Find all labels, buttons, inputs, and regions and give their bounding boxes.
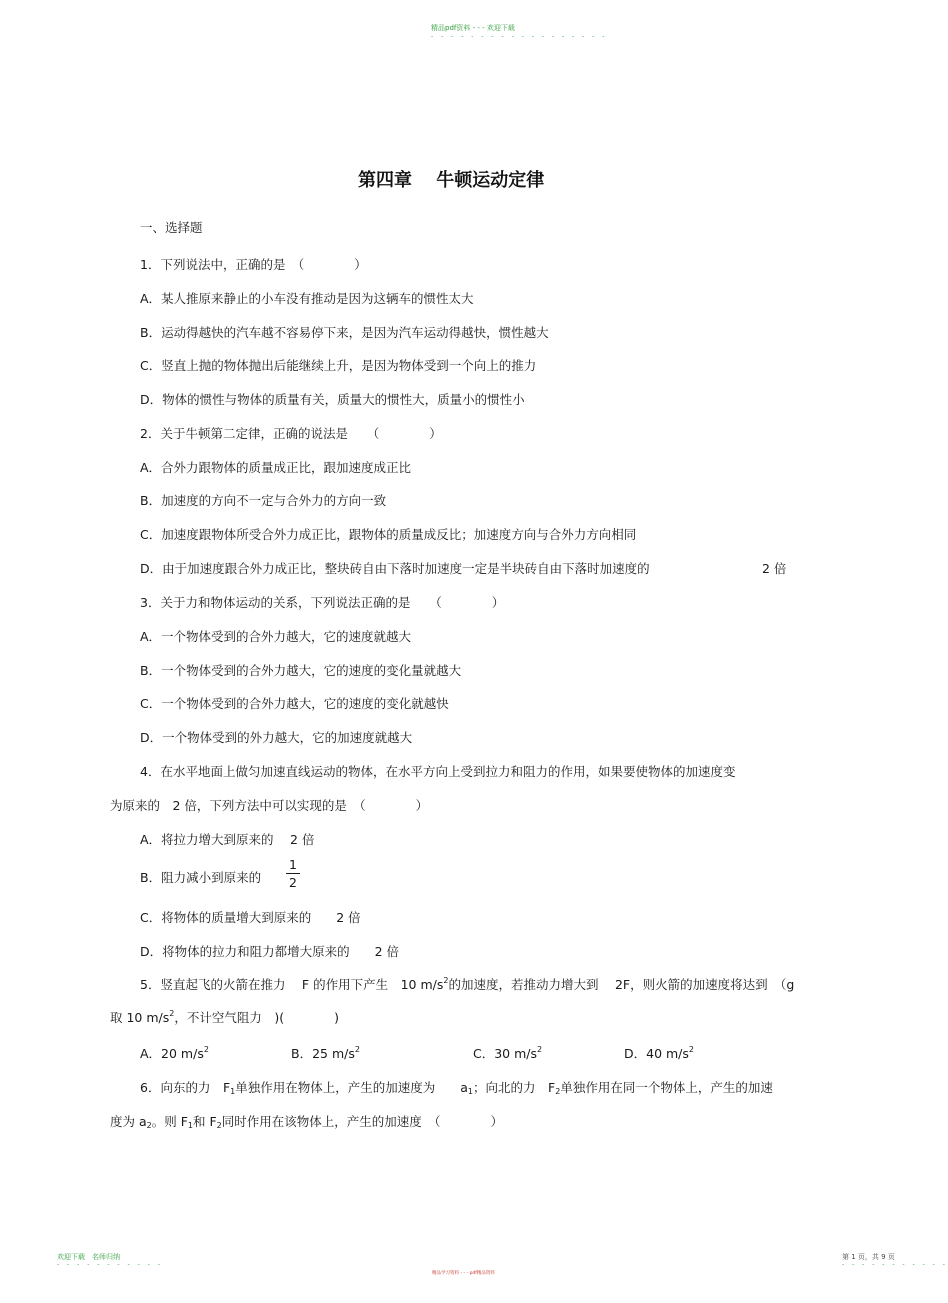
- superscript-2: 2: [354, 1045, 360, 1054]
- q5-option-d: [624, 1044, 694, 1062]
- q3-option-b: B．一个物体受到的合外力越大，它的速度的变化量就越大: [140, 663, 462, 678]
- q5-stem1-part-b: 的加速度，若推动力增大到 2F，则火箭的加速度将达到 （g: [448, 977, 795, 992]
- superscript-2: 2: [688, 1045, 694, 1054]
- q3-option-a: A．一个物体受到的合外力越大，它的速度就越大: [140, 629, 412, 644]
- q6-s2: 单独作用在物体上，产生的加速度为 a: [235, 1080, 468, 1095]
- footer-right-dots: - - - - - - - - - - -: [842, 1261, 948, 1268]
- subscript-2: 2: [216, 1121, 222, 1130]
- section-heading: 一、选择题: [140, 220, 203, 235]
- q5-option-b: [291, 1044, 360, 1062]
- q4-option-b: B．阻力减小到原来的: [140, 870, 262, 885]
- q2-option-d: D．由于加速度跟合外力成正比，整块砖自由下落时加速度一定是半块砖自由下落时加速度的: [140, 561, 650, 576]
- header-dots: - - - - - - - - - - - - - - - - - -: [431, 33, 608, 40]
- q5-option-b-text: B．25 m/s: [291, 1046, 355, 1061]
- subscript-1: 1: [467, 1087, 474, 1096]
- subscript-1: 1: [187, 1121, 193, 1130]
- q4-stem-line1: 4．在水平地面上做匀加速直线运动的物体，在水平方向上受到拉力和阻力的作用，如果要使物体的加速度变: [140, 764, 736, 779]
- footer-left-label: 欢迎下载 名师归纳: [57, 1253, 120, 1261]
- q5-stem1-part-a: 5．竖直起飞的火箭在推力 F 的作用下产生 10 m/s: [140, 977, 444, 992]
- q5-option-a: [140, 1044, 209, 1062]
- subscript-2: 2: [146, 1121, 152, 1130]
- footer-left-dots: - - - - - - - - - - -: [57, 1261, 163, 1268]
- q5-stem-line2: [110, 1008, 339, 1026]
- subscript-2: 2: [555, 1087, 561, 1096]
- q4-option-c: C．将物体的质量增大到原来的 2 倍: [140, 910, 361, 925]
- footer-center-label: 精品学习资料 - - - pdf精品资料: [432, 1271, 495, 1276]
- fraction-denominator: 2: [289, 875, 297, 890]
- q6-s1: 6．向东的力 F: [140, 1080, 231, 1095]
- q6-t2: 。则 F: [151, 1114, 188, 1129]
- q2-option-c: C．加速度跟物体所受合外力成正比，跟物体的质量成反比；加速度方向与合外力方向相同: [140, 527, 637, 542]
- q6-stem-line2: [110, 1112, 503, 1130]
- q1-option-c: C．竖直上抛的物体抛出后能继续上升，是因为物体受到一个向上的推力: [140, 358, 537, 373]
- q3-option-c: C．一个物体受到的合外力越大，它的速度的变化就越快: [140, 696, 449, 711]
- q3-stem: 3．关于力和物体运动的关系，下列说法正确的是 （ ）: [140, 595, 505, 610]
- q2-option-b: B．加速度的方向不一定与合外力的方向一致: [140, 493, 387, 508]
- q4-stem-line2: 为原来的 2 倍，下列方法中可以实现的是 （ ）: [110, 798, 429, 813]
- q6-t1: 度为 a: [110, 1114, 147, 1129]
- q6-s3: ；向北的力 F: [473, 1080, 556, 1095]
- q6-s4: 单独作用在同一个物体上，产生的加速: [560, 1080, 773, 1095]
- q5-stem2-part-b: ，不计空气阻力 )( ): [174, 1010, 339, 1025]
- superscript-2: 2: [443, 976, 449, 985]
- superscript-2: 2: [169, 1009, 175, 1018]
- q5-option-c-text: C．30 m/s: [473, 1046, 538, 1061]
- fraction-bar: [286, 873, 300, 874]
- q1-option-b: B．运动得越快的汽车越不容易停下来，是因为汽车运动得越快，惯性越大: [140, 325, 549, 340]
- chapter-title: 第四章 牛顿运动定律: [358, 170, 545, 191]
- q3-option-d: D．一个物体受到的外力越大，它的加速度就越大: [140, 730, 413, 745]
- q5-stem2-part-a: 取 10 m/s: [110, 1010, 170, 1025]
- q5-option-d-text: D．40 m/s: [624, 1046, 689, 1061]
- fraction-numerator: 1: [289, 857, 297, 872]
- header-label: 精品pdf资料 - - - 欢迎下载: [431, 24, 515, 32]
- subscript-1: 1: [230, 1087, 236, 1096]
- q6-t4: 同时作用在该物体上，产生的加速度 （ ）: [221, 1114, 504, 1129]
- q1-option-d: D．物体的惯性与物体的质量有关，质量大的惯性大，质量小的惯性小: [140, 392, 525, 407]
- superscript-2: 2: [537, 1045, 543, 1054]
- q1-option-a: A．某人推原来静止的小车没有推动是因为这辆车的惯性太大: [140, 291, 474, 306]
- q2-option-a: A．合外力跟物体的质量成正比，跟加速度成正比: [140, 460, 412, 475]
- superscript-2: 2: [203, 1045, 209, 1054]
- q4-option-b-fraction: [286, 857, 300, 890]
- q4-option-a: A．将拉力增大到原来的 2 倍: [140, 832, 315, 847]
- q5-option-c: [473, 1044, 542, 1062]
- page-number: 第 1 页，共 9 页: [842, 1253, 895, 1261]
- q4-option-d: D．将物体的拉力和阻力都增大原来的 2 倍: [140, 944, 400, 959]
- q5-option-a-text: A．20 m/s: [140, 1046, 204, 1061]
- q6-t3: 和 F: [193, 1114, 217, 1129]
- q1-stem: 1．下列说法中，正确的是 （ ）: [140, 257, 367, 272]
- q5-stem-line1: [140, 975, 794, 993]
- q2-option-d-tail: 2 倍: [762, 561, 787, 576]
- q6-stem-line1: [140, 1078, 773, 1096]
- q2-stem: 2．关于牛顿第二定律，正确的说法是 （ ）: [140, 426, 442, 441]
